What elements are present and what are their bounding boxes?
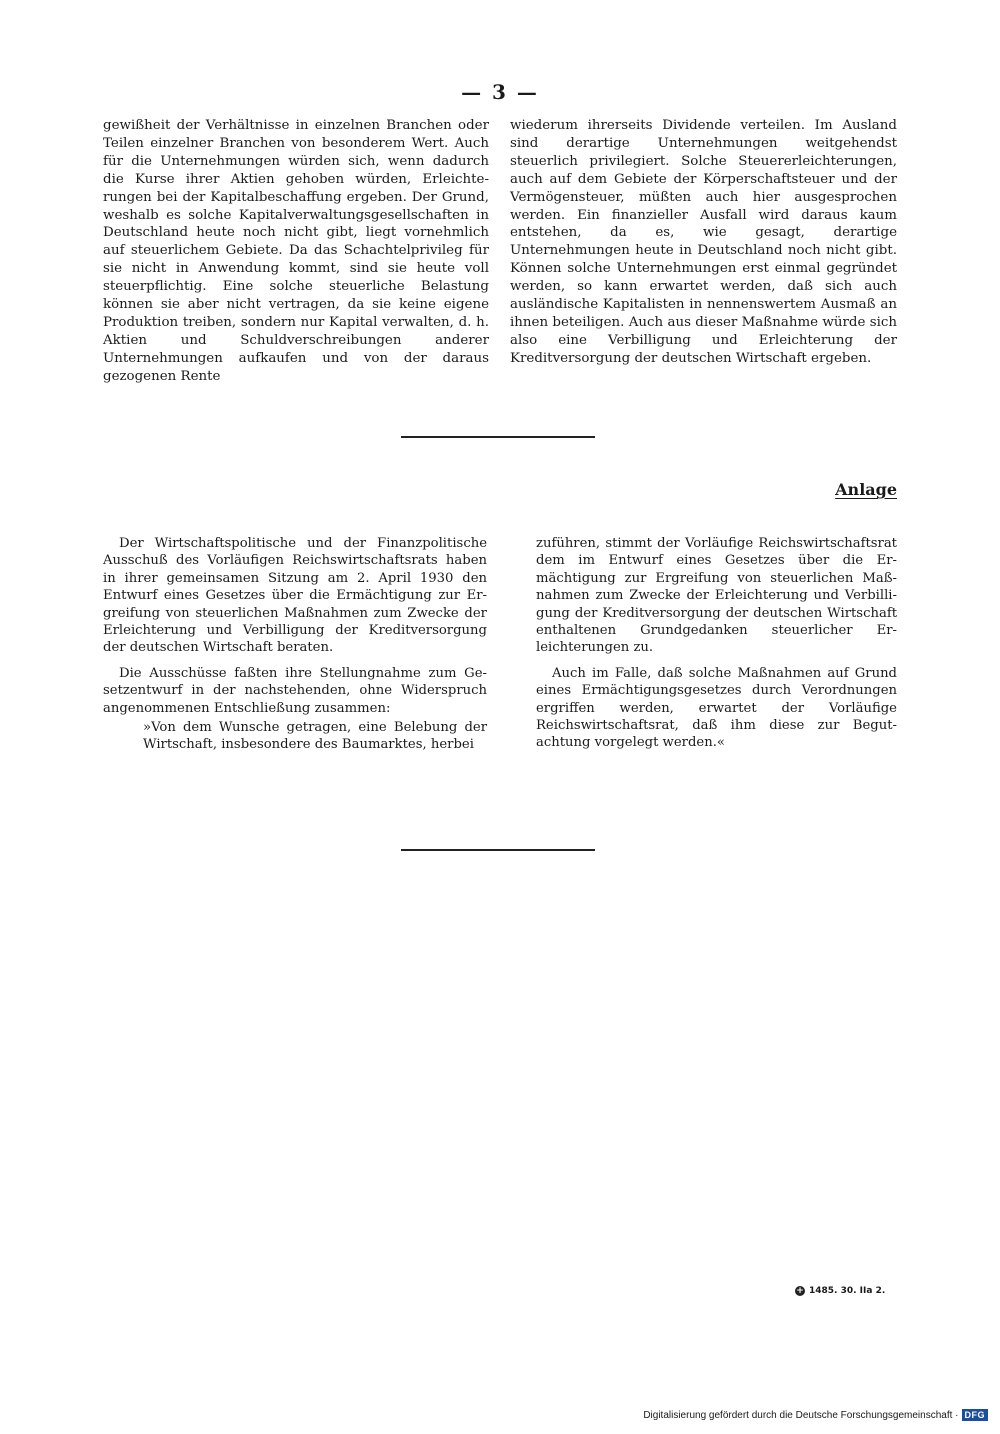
section-divider-1 <box>401 436 595 438</box>
anlage-left-column <box>103 535 487 754</box>
anlage-heading: Anlage <box>835 480 897 499</box>
anlage-quote-continued: zuführen, stimmt der Vorläufige Reichswirtschaftsrat dem im Entwurf eines Gesetzes über die Ermächtigung zur Ergreifung von steuerlichen Maßnahmen zum Zwecke der Erleichterung und Verbilligung der Kreditversorgung der deutschen Wirtschaft enthaltenen Grundgedanken steuerlicher Erleichterungen zu. <box>536 536 897 656</box>
section-divider-2 <box>401 849 595 851</box>
anlage-paragraph-1: Der Wirtschaftspolitische und der Finanzpolitische Ausschuß des Vorläufigen Reichswirtschaftsrats haben in ihrer gemeinsamen Sitzung am 2. April 1930 den Entwurf eines Gesetzes über die Ermächtigung zur Ergreifung von steuerlichen Maßnahmen zum Zwecke der Erleichterung und Verbilligung der Kreditversorgung der deutschen Wirtschaft beraten. <box>103 536 487 656</box>
plus-circle-icon: + <box>796 1286 804 1296</box>
print-mark-text: 1485. 30. IIa 2. <box>809 1286 886 1296</box>
digitization-footer <box>643 1409 988 1421</box>
top-left-column <box>103 117 489 386</box>
anlage-paragraph-2: Die Ausschüsse faßten ihre Stellungnahme zum Gesetzentwurf in der nachstehenden, ohne Widerspruch angenommenen Entschließung zusammen: <box>103 665 487 716</box>
top-right-text: wiederum ihrerseits Dividende verteilen. Im Ausland sind derartige Unternehmungen weitgehendst steuerlich privilegiert. Solche Steuererleichterungen, auch auf dem Gebiete der Körperschaftsteuer und der Vermögensteuer, müßten auch hier ausgesprochen werden. Ein finanzieller Ausfall wird daraus kaum entstehen, da es, wie gesagt, derartige Unternehmungen heute in Deutschland noch nicht gibt. Können solche Unternehmungen erst einmal gegründet werden, so kann erwartet werden, daß sich auch ausländische Kapitalisten in nennenswertem Ausmaß an ihnen beteiligen. Auch aus dieser Maßnahme würde sich also eine Verbilligung und Erleichterung der Kreditversorgung der deutschen Wirtschaft ergeben. <box>510 118 897 366</box>
dfg-logo: DFG <box>962 1409 989 1421</box>
page-number: — 3 — <box>461 80 539 104</box>
anlage-quote-final: Auch im Falle, daß solche Maßnahmen auf Grund eines Ermächtigungsgesetzes durch Verordnungen ergriffen werden, erwartet der Vorläufige Reichswirtschaftsrat, daß ihm diese zur Begutachtung vorgelegt werden.« <box>536 665 897 751</box>
print-mark <box>795 1286 885 1296</box>
anlage-quote-start: »Von dem Wunsche getragen, eine Belebung der Wirtschaft, insbesondere des Baumarktes, herbei <box>143 720 487 753</box>
anlage-right-column <box>536 535 897 752</box>
top-right-column <box>510 117 897 368</box>
top-left-text: gewißheit der Verhältnisse in einzelnen Branchen oder Teilen einzelner Branchen von besonderem Wert. Auch für die Unternehmungen würden sich, wenn dadurch die Kurse ihrer Aktien gehoben würden, Erleichterungen bei der Kapitalbeschaffung ergeben. Der Grund, weshalb es solche Kapitalverwaltungsgesellschaften in Deutschland heute noch nicht gibt, liegt vornehmlich auf steuerlichem Gebiete. Da das Schachtelprivileg für sie nicht in Anwendung kommt, sind sie heute voll steuerpflichtig. Eine solche steuerliche Belastung können sie aber nicht vertragen, da sie keine eigene Produktion treiben, sondern nur Kapital verwalten, d. h. Aktien und Schuldverschreibungen anderer Unternehmungen aufkaufen und von der daraus gezogenen Rente <box>103 118 489 384</box>
footer-text: Digitalisierung gefördert durch die Deutsche Forschungsgemeinschaft · <box>643 1409 959 1421</box>
